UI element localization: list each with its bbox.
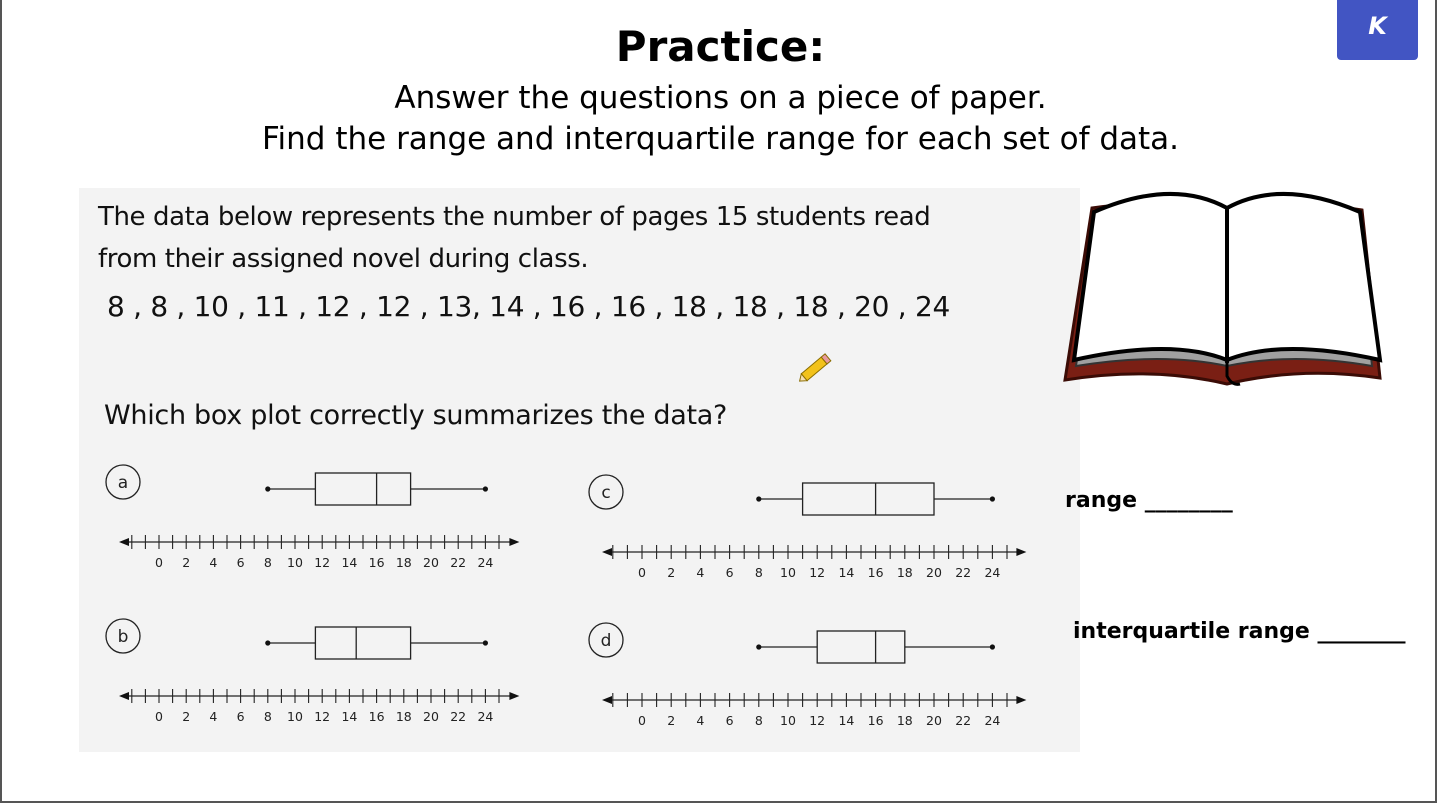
tick-label: 0 (155, 709, 163, 724)
iqr-label: interquartile range (1073, 619, 1310, 644)
tick-label: 10 (780, 713, 796, 728)
tick-label: 6 (725, 565, 734, 580)
iqr-box (315, 627, 410, 659)
tick-label: 0 (638, 713, 646, 728)
tick-label: 12 (314, 555, 331, 570)
tick-label: 24 (984, 713, 1001, 728)
tick-label: 12 (809, 713, 826, 728)
tick-label: 12 (809, 565, 826, 580)
box-plot-d (582, 616, 1037, 736)
tick-label: 6 (236, 709, 245, 724)
max-point (990, 496, 995, 501)
arrow-right-icon (509, 692, 519, 700)
tick-label: 16 (867, 565, 884, 580)
tick-label: 0 (638, 565, 646, 580)
tick-label: 4 (696, 713, 705, 728)
tick-label: 14 (341, 709, 358, 724)
tick-label: 16 (368, 709, 385, 724)
tick-label: 22 (450, 555, 467, 570)
min-point (756, 644, 761, 649)
max-point (990, 644, 995, 649)
tick-label: 4 (209, 709, 218, 724)
range-answer (1065, 488, 1233, 513)
tick-label: 20 (926, 713, 942, 728)
tick-label: 8 (263, 709, 272, 724)
min-point (265, 640, 270, 645)
tick-label: 24 (984, 565, 1001, 580)
tick-label: 8 (263, 555, 272, 570)
problem-panel (79, 188, 1080, 752)
question-text: Which box plot correctly summarizes the data? (104, 400, 728, 431)
tick-label: 18 (395, 555, 412, 570)
data-list: 8 , 8 , 10 , 11 , 12 , 12 , 13, 14 , 16 , 16 , 18 , 18 , 18 , 20 , 24 (107, 290, 951, 323)
tick-label: 8 (754, 565, 763, 580)
tick-label: 20 (423, 555, 439, 570)
tick-label: 10 (287, 709, 303, 724)
tick-label: 12 (314, 709, 331, 724)
tick-label: 14 (838, 713, 855, 728)
arrow-left-icon (602, 696, 612, 704)
tick-label: 24 (477, 555, 494, 570)
tick-label: 0 (155, 555, 163, 570)
tick-label: 2 (667, 713, 676, 728)
option-letter: a (117, 473, 129, 493)
arrow-right-icon (509, 538, 519, 546)
tick-label: 4 (696, 565, 705, 580)
min-point (265, 486, 270, 491)
iqr-box (315, 473, 410, 505)
description-line-2: from their assigned novel during class. (98, 244, 589, 274)
tick-label: 6 (236, 555, 245, 570)
box-plot-c (582, 468, 1037, 588)
tick-label: 2 (182, 709, 191, 724)
option-letter: c (601, 483, 611, 503)
problem-description (98, 196, 930, 280)
tick-label: 10 (287, 555, 303, 570)
tick-label: 18 (395, 709, 412, 724)
tick-label: 8 (754, 713, 763, 728)
tick-label: 2 (182, 555, 191, 570)
tick-label: 22 (955, 565, 972, 580)
tick-label: 14 (838, 565, 855, 580)
arrow-left-icon (119, 538, 129, 546)
tick-label: 18 (896, 565, 913, 580)
tick-label: 24 (477, 709, 494, 724)
max-point (483, 640, 488, 645)
tick-label: 20 (926, 565, 942, 580)
tick-label: 20 (423, 709, 439, 724)
iqr-box (817, 631, 905, 663)
option-letter: d (600, 631, 612, 651)
tick-label: 22 (955, 713, 972, 728)
slide-title: Practice: (615, 22, 826, 71)
min-point (756, 496, 761, 501)
tick-label: 2 (667, 565, 676, 580)
tick-label: 14 (341, 555, 358, 570)
pencil-icon (795, 348, 837, 392)
tick-label: 16 (368, 555, 385, 570)
arrow-right-icon (1016, 696, 1026, 704)
arrow-left-icon (119, 692, 129, 700)
tick-label: 6 (725, 713, 734, 728)
tick-label: 4 (209, 555, 218, 570)
box-plot-a (99, 458, 529, 578)
tick-label: 18 (896, 713, 913, 728)
k-badge-button[interactable]: K (1337, 0, 1418, 60)
box-plot-b (99, 612, 529, 732)
iqr-answer-blank: ________ (1317, 619, 1406, 644)
description-line-1: The data below represents the number of pages 15 students read (98, 202, 931, 232)
arrow-right-icon (1016, 548, 1026, 556)
tick-label: 22 (450, 709, 467, 724)
iqr-box (803, 483, 934, 515)
range-answer-blank: ________ (1144, 488, 1233, 513)
option-letter: b (117, 627, 129, 647)
range-label: range (1065, 488, 1138, 513)
instruction-line-2: Find the range and interquartile range for each set of data. (261, 121, 1180, 157)
arrow-left-icon (602, 548, 612, 556)
max-point (483, 486, 488, 491)
open-book-icon (1062, 188, 1384, 402)
instruction-line-1: Answer the questions on a piece of paper. (394, 80, 1047, 116)
tick-label: 16 (867, 713, 884, 728)
iqr-answer (1073, 619, 1405, 644)
tick-label: 10 (780, 565, 796, 580)
